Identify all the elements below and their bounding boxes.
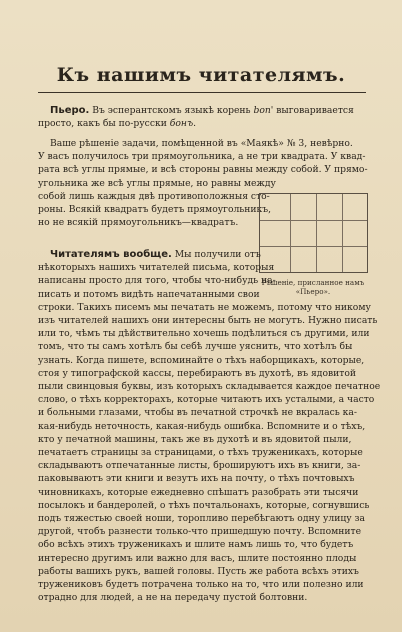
- readers-line: или то, чѣмъ ты дѣйствительно хочешь подѣлиться съ другими, или: [38, 328, 370, 340]
- figure-caption: Рѣшеніе, присланное намъ «Пьеро».: [261, 278, 365, 296]
- readers-line: написаны просто для того, чтобы что-нибудь на-: [38, 275, 276, 287]
- readers-line: изъ читателей нашихъ они интересны быть не могутъ. Нужно писать: [38, 315, 378, 327]
- readers-line: складываютъ отпечатанные листы, брошируютъ ихъ въ книги, за-: [38, 460, 361, 472]
- readers-line: кая-нибудь неточность, какая-нибудь ошибка. Вспомните и о тѣхъ,: [38, 420, 366, 432]
- readers-line: отрадно для людей, а не на передачу пустой болтовни.: [38, 592, 308, 604]
- readers-line: слово, о тѣхъ корректорахъ, которые читаютъ ихъ усталыми, а часто: [38, 394, 375, 406]
- puzzle-line: роны. Всякій квадратъ будетъ прямоугольникъ,: [38, 204, 272, 216]
- readers-line: тружениковъ будетъ потрачена только на то, что или полезно или: [38, 579, 364, 591]
- readers-line: нѣкоторыхъ нашихъ читателей письма, которыя: [38, 262, 275, 274]
- puzzle-line: рата всѣ углы прямые, и всѣ стороны равны между собой. У прямо-: [38, 164, 368, 176]
- piero-word-1: bon': [253, 105, 274, 116]
- readers-line: писать и потомъ видѣть напечатанными свои: [38, 288, 260, 300]
- piero-name: Пьеро.: [50, 105, 90, 116]
- readers-line: кто у печатной машины, такъ же въ духотѣ и въ ядовитой пыли,: [38, 433, 352, 445]
- readers-line: узнать. Когда пишете, вспоминайте о тѣхъ наборщикахъ, которые,: [38, 354, 365, 366]
- piero-text-2: выговаривается: [273, 105, 354, 116]
- readers-line: подъ тяжестью своей ноши, торопливо перебѣгаютъ одну улицу за: [38, 513, 366, 525]
- readers-line: паковываютъ эти книги и везутъ ихъ на почту, о тѣхъ почтовыхъ: [38, 473, 355, 485]
- piero-paragraph: [38, 104, 368, 130]
- readers-line: другой, чтобъ разнести только-что пришедшую почту. Вспомните: [38, 526, 362, 538]
- readers-line: строки. Такихъ писемъ мы печатать не можемъ, потому что никому: [38, 301, 371, 313]
- puzzle-line: собой лишь каждыя двѣ противоположныя сто-: [38, 190, 270, 202]
- page-title: Къ нашимъ читателямъ.: [56, 64, 346, 86]
- piero-line-1: [38, 104, 368, 117]
- piero-line-2: [38, 117, 368, 130]
- figure-horizontal-line: [260, 246, 367, 247]
- readers-line: работы вашихъ рукъ, вашей головы. Пусть же работа всѣхъ этихъ: [38, 565, 359, 577]
- piero-text-1: Въ эсперантскомъ языкѣ корень: [89, 105, 254, 116]
- readers-heading: Читателямъ вообще.: [50, 249, 172, 260]
- piero-line2-a: просто, какъ бы по-русски: [38, 118, 170, 130]
- puzzle-line: но не всякій прямоугольникъ—квадратъ.: [38, 217, 239, 229]
- readers-line: пыли свинцовыя буквы, изъ которыхъ складывается каждое печатное: [38, 381, 381, 393]
- readers-paragraph: [38, 248, 381, 604]
- readers-line-1: [38, 248, 261, 261]
- readers-line: и больными глазами, чтобы въ печатной строчкѣ не вкралась ка-: [38, 407, 357, 419]
- readers-line: чиновникахъ, которые ежедневно спѣшатъ разобрать эти тысячи: [38, 486, 359, 498]
- figure-horizontal-line: [260, 220, 367, 221]
- readers-line: интересно другимъ или важно для васъ, шлите постоянно плоды: [38, 552, 357, 564]
- readers-first-rest: Мы получили отъ: [171, 249, 261, 260]
- puzzle-line: У васъ получилось три прямоугольника, а не три квадрата. У квад-: [38, 151, 366, 163]
- readers-line: обо всѣхъ этихъ труженикахъ и шлите намъ лишь то, что будетъ: [38, 539, 354, 551]
- readers-line: посылокъ и бандеролей, о тѣхъ почтальонахъ, которые, согнувшись: [38, 499, 370, 511]
- title-rule: [38, 92, 366, 93]
- readers-line: стоя у типографской кассы, перебираютъ въ духотѣ, въ ядовитой: [38, 367, 357, 379]
- puzzle-line: Ваше рѣшеніе задачи, помѣщенной въ «Маякѣ» № 3, невѣрно.: [50, 138, 353, 149]
- readers-line: печатаетъ страницы за страницами, о тѣхъ труженикахъ, которые: [38, 447, 363, 459]
- readers-line: томъ, что ты самъ хотѣлъ бы себѣ лучше уяснить, что хотѣлъ бы: [38, 341, 353, 353]
- piero-line2-b: .: [193, 118, 197, 130]
- puzzle-line: угольника же всѣ углы прямые, но равны между: [38, 177, 276, 189]
- piero-word-2: бонъ: [169, 118, 194, 130]
